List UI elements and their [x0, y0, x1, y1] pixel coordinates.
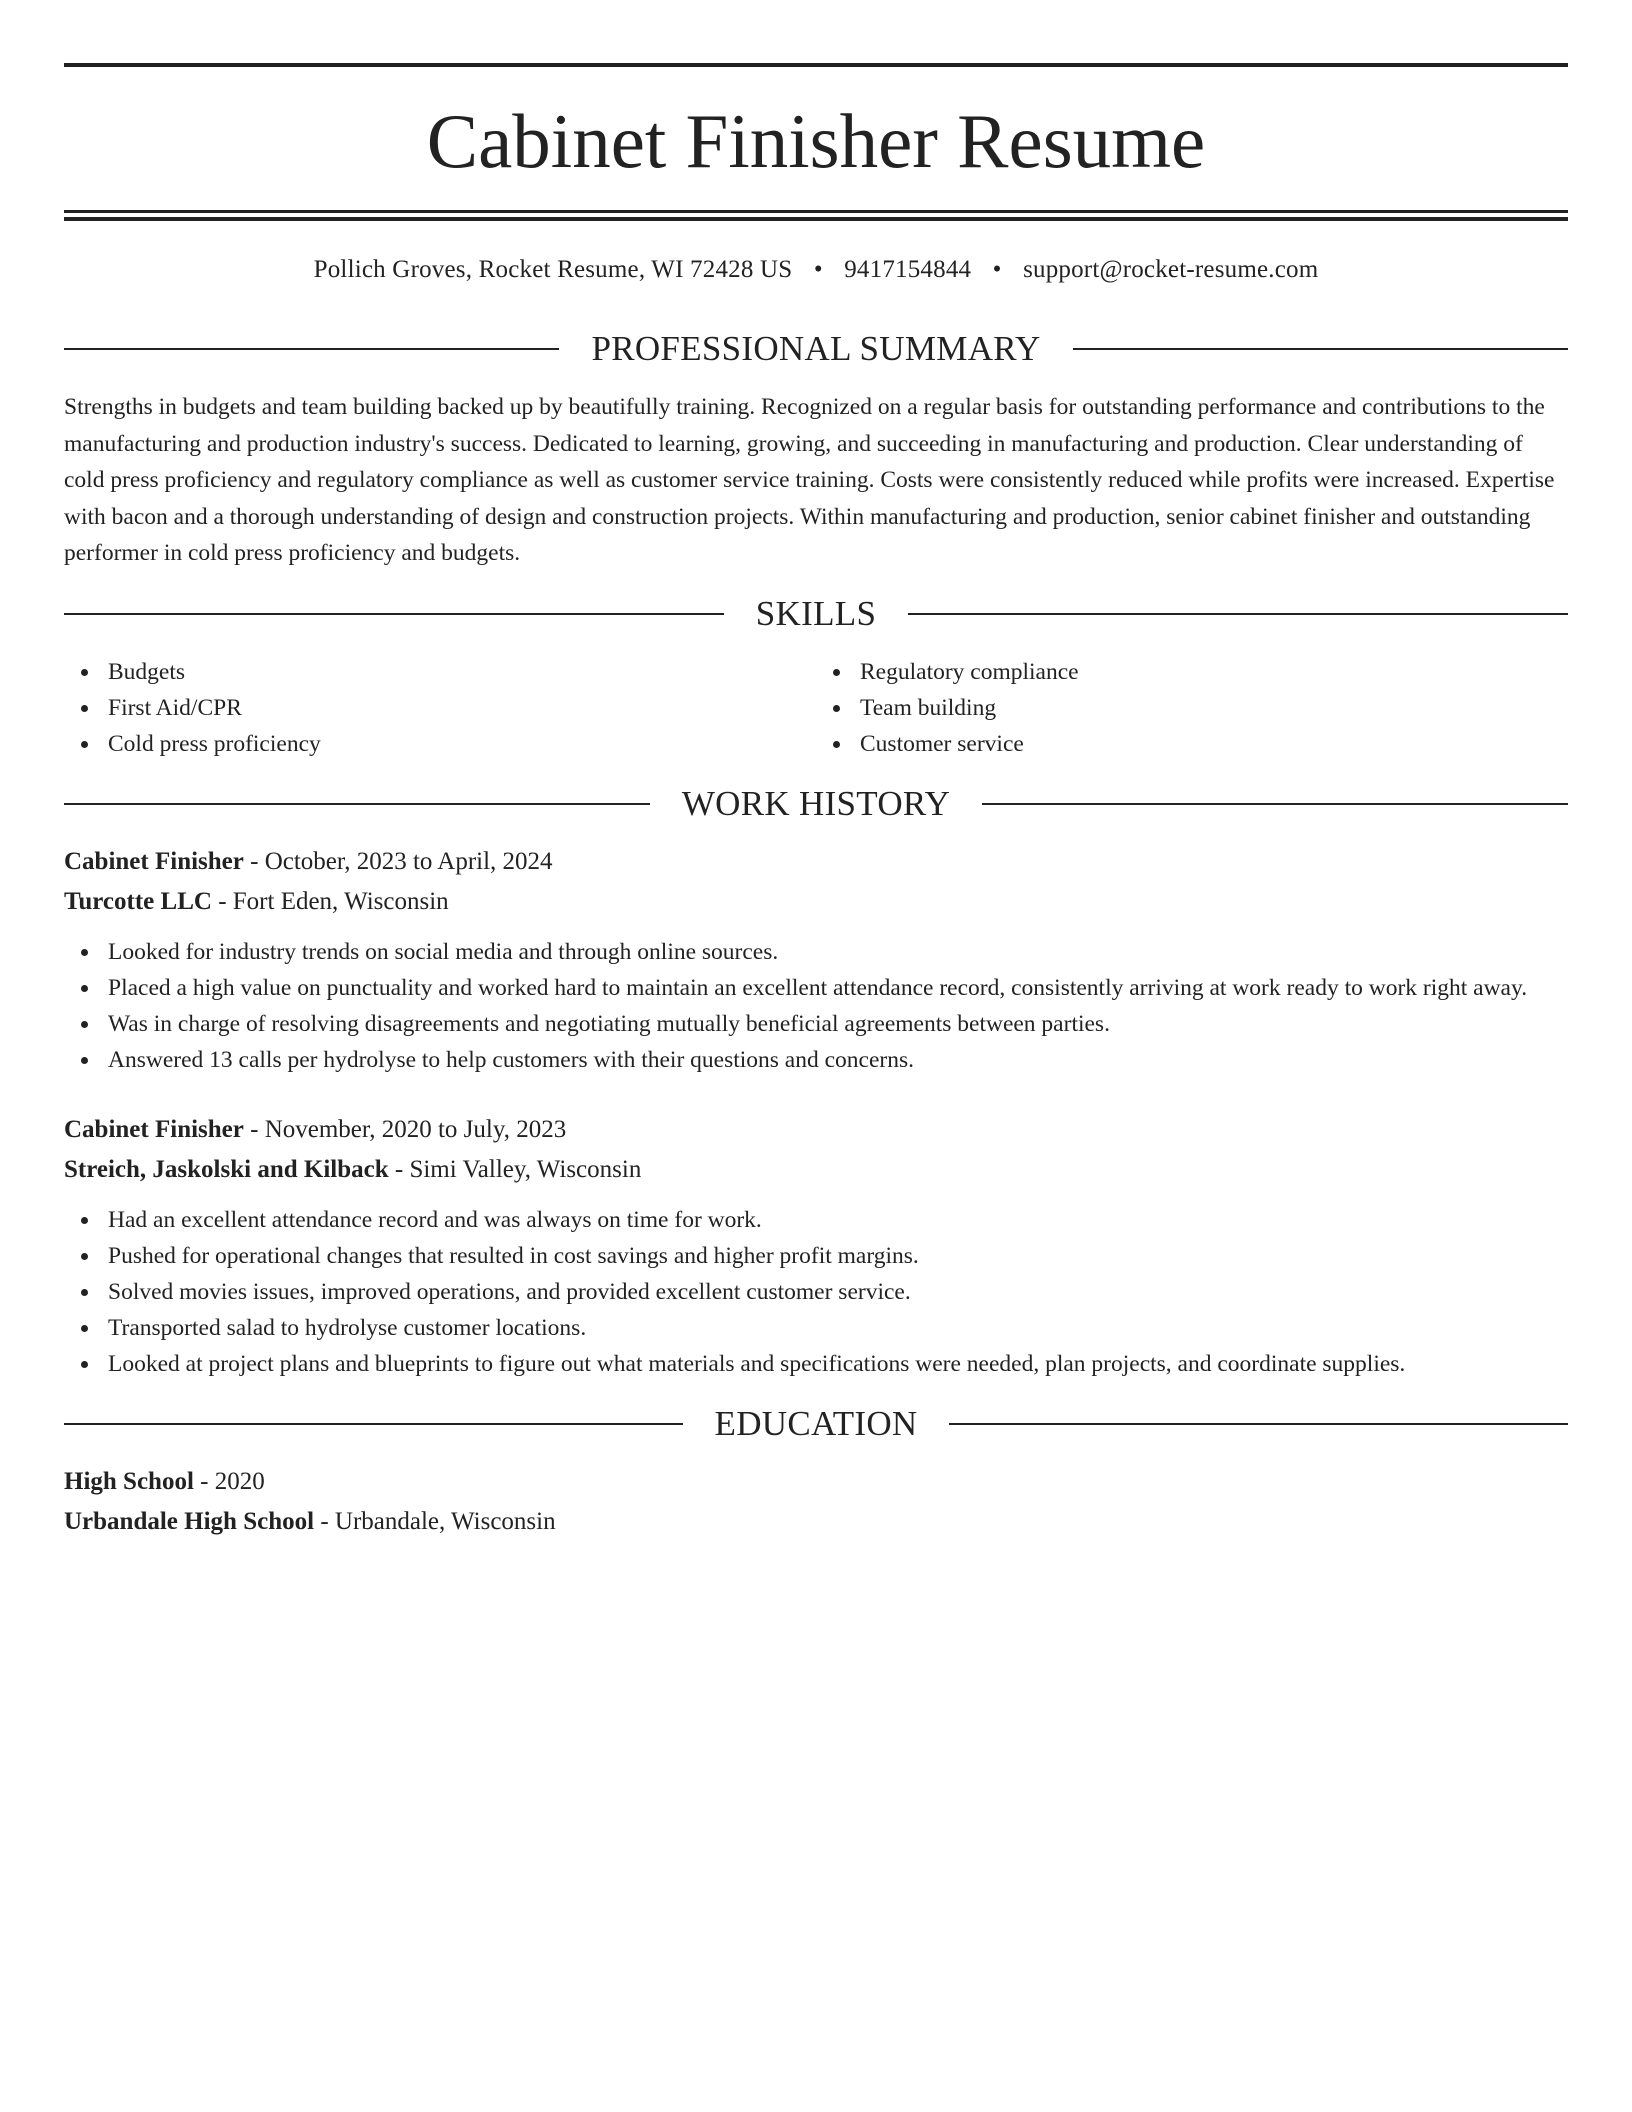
job-bullet: Looked at project plans and blueprints to figure out what materials and specifications were needed, plan projects, and coordinate supplies.: [108, 1346, 1568, 1382]
contact-address: Pollich Groves, Rocket Resume, WI 72428 US: [313, 256, 793, 283]
heading-rule: [949, 1423, 1568, 1425]
heading-rule: [64, 613, 724, 615]
summary-heading: [64, 329, 1568, 369]
job-company-line: [64, 882, 1568, 922]
skills-heading: [64, 594, 1568, 634]
resume-page: [64, 0, 1568, 1542]
work-heading-label: WORK HISTORY: [681, 783, 951, 823]
job-bullet: Pushed for operational changes that resulted in cost savings and higher profit margins.: [108, 1238, 1568, 1274]
skills-list: [64, 654, 1568, 762]
contact-phone: 9417154844: [844, 256, 972, 283]
job-company: Streich, Jaskolski and Kilback: [64, 1155, 389, 1183]
job-title: Cabinet Finisher: [64, 847, 244, 875]
job-location: - Fort Eden, Wisconsin: [211, 887, 449, 915]
job-company: Turcotte LLC: [64, 887, 212, 915]
skill-item: Budgets: [108, 654, 816, 690]
education-location: - Urbandale, Wisconsin: [314, 1507, 556, 1535]
education-heading: [64, 1404, 1568, 1444]
heading-rule: [982, 803, 1568, 805]
education-school-line: [64, 1502, 1568, 1542]
job-dates: - November, 2020 to July, 2023: [243, 1115, 567, 1143]
skill-item: Regulatory compliance: [860, 654, 1568, 690]
contact-separator: •: [813, 256, 823, 283]
contact-line: [64, 255, 1568, 285]
summary-heading-label: PROFESSIONAL SUMMARY: [591, 329, 1041, 368]
top-rule: [64, 63, 1568, 67]
contact-email: support@rocket-resume.com: [1023, 256, 1319, 283]
skills-heading-label: SKILLS: [755, 593, 877, 633]
education-degree: High School: [64, 1467, 194, 1495]
education-degree-line: [64, 1462, 1568, 1502]
title-double-rule: [64, 210, 1568, 221]
job-bullet: Transported salad to hydrolyse customer locations.: [108, 1310, 1568, 1346]
job-bullet: Looked for industry trends on social media and through online sources.: [108, 934, 1568, 970]
work-heading: [64, 784, 1568, 824]
job-bullets: [64, 934, 1568, 1078]
heading-rule: [64, 1423, 683, 1425]
contact-separator: •: [992, 256, 1002, 283]
heading-rule: [908, 613, 1568, 615]
skill-item: Customer service: [860, 726, 1568, 762]
job-bullet: Had an excellent attendance record and was always on time for work.: [108, 1202, 1568, 1238]
job-bullet: Answered 13 calls per hydrolyse to help customers with their questions and concerns.: [108, 1042, 1568, 1078]
heading-rule: [64, 348, 559, 350]
job-title-line: [64, 842, 1568, 882]
job-location: - Simi Valley, Wisconsin: [388, 1155, 642, 1183]
job-entry: [64, 1110, 1568, 1382]
skill-item: First Aid/CPR: [108, 690, 816, 726]
summary-text: Strengths in budgets and team building backed up by beautifully training. Recognized on a regular basis for outstanding performance and contributions to the manufacturing and production industry's success. Dedicated to learning, growing, and succeeding in manufacturing and production. Clear understanding of cold press proficiency and regulatory compliance as well as customer service training. Costs were consistently reduced while profits were increased. Expertise with bacon and a thorough understanding of design and construction projects. Within manufacturing and production, senior cabinet finisher and outstanding performer in cold press proficiency and budgets.: [64, 394, 1555, 566]
resume-title: Cabinet Finisher Resume: [426, 98, 1206, 184]
skill-item: Team building: [860, 690, 1568, 726]
job-bullets: [64, 1202, 1568, 1382]
job-bullet: Placed a high value on punctuality and worked hard to maintain an excellent attendance record, consistently arriving at work ready to work right away.: [108, 970, 1568, 1006]
job-title: Cabinet Finisher: [64, 1115, 244, 1143]
job-dates: - October, 2023 to April, 2024: [243, 847, 553, 875]
education-year: - 2020: [193, 1467, 265, 1495]
skills-column-right: [816, 654, 1568, 762]
job-title-line: [64, 1110, 1568, 1150]
job-entry: [64, 842, 1568, 1078]
job-company-line: [64, 1150, 1568, 1190]
skill-item: Cold press proficiency: [108, 726, 816, 762]
education-heading-label: EDUCATION: [714, 1403, 918, 1443]
job-bullet: Was in charge of resolving disagreements and negotiating mutually beneficial agreements between parties.: [108, 1006, 1568, 1042]
skills-column-left: [64, 654, 816, 762]
heading-rule: [64, 803, 650, 805]
education-entry: [64, 1462, 1568, 1542]
job-bullet: Solved movies issues, improved operations, and provided excellent customer service.: [108, 1274, 1568, 1310]
education-school: Urbandale High School: [64, 1507, 315, 1535]
heading-rule: [1073, 348, 1568, 350]
